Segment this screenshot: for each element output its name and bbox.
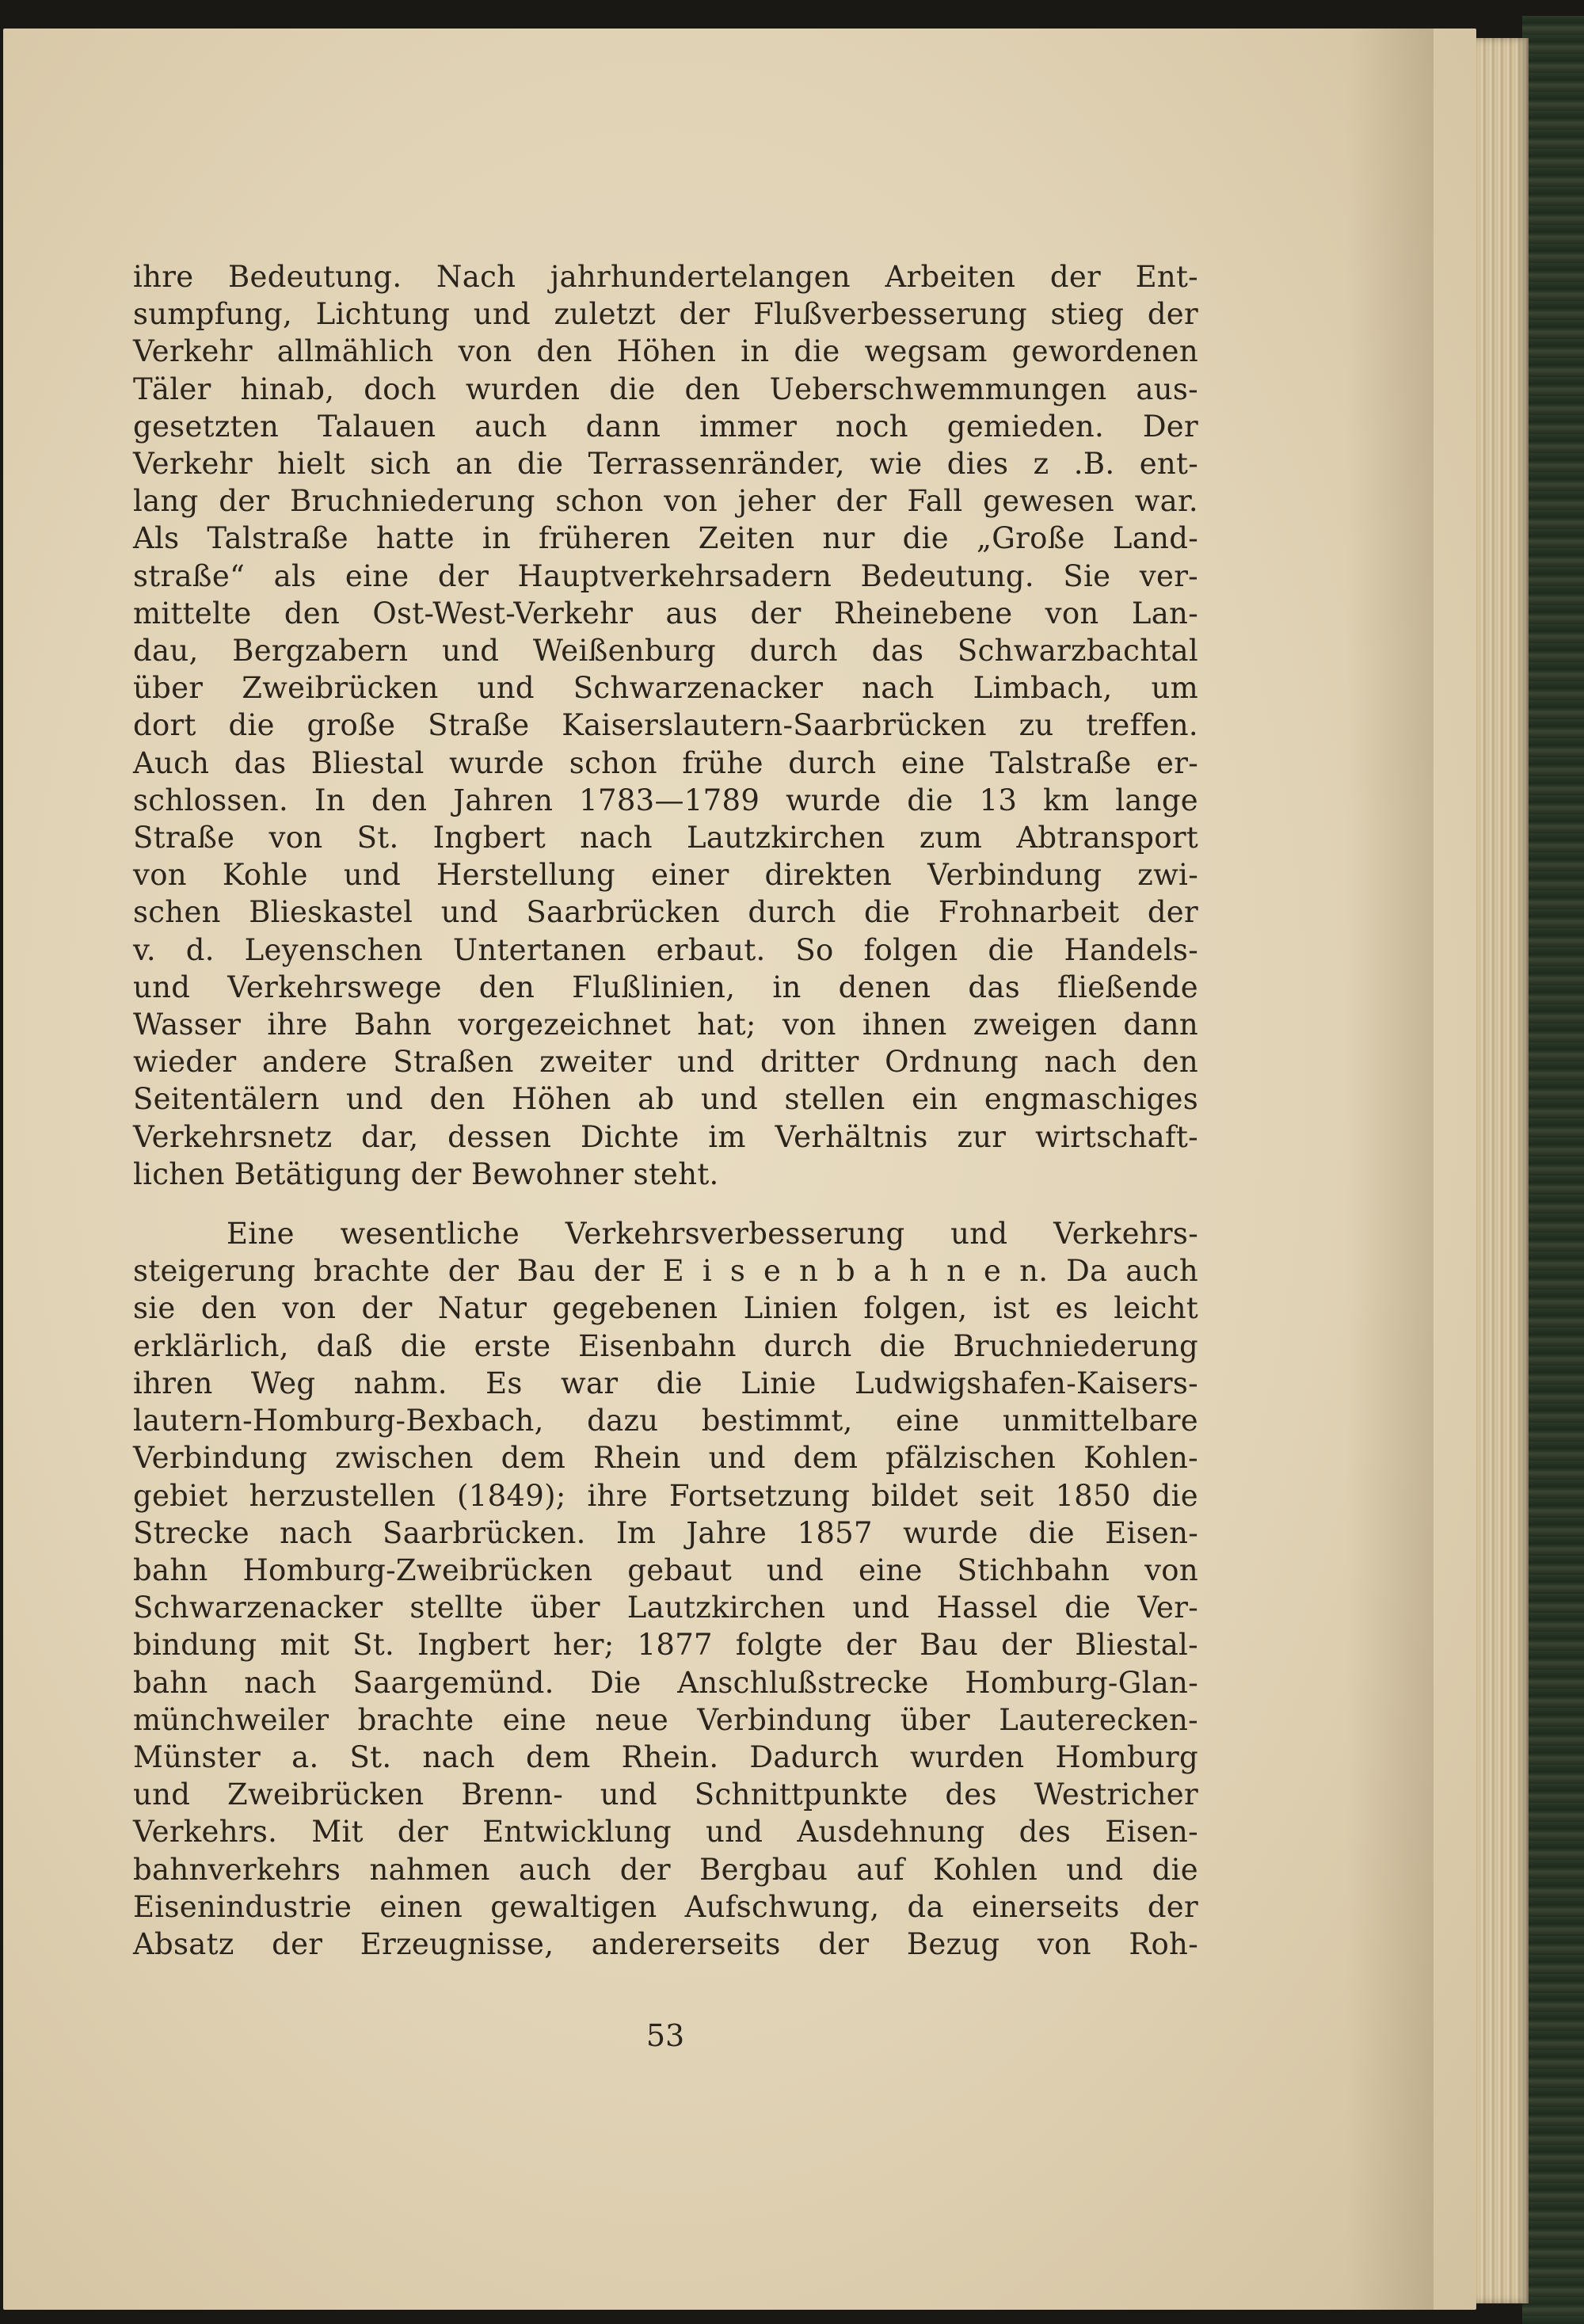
- text-line: bahn nach Saargemünd. Die Anschlußstrecke Homburg-Glan-: [133, 1665, 1198, 1700]
- text-line: steigerung brachte der Bau der E i s e n b a h n e n. Da auch: [133, 1254, 1198, 1289]
- text-line: Verkehrsnetz dar, dessen Dichte im Verhältnis zur wirtschaft-: [133, 1119, 1198, 1154]
- text-line: bindung mit St. Ingbert her; 1877 folgte der Bau der Bliestal-: [133, 1628, 1198, 1663]
- text-line: Täler hinab, doch wurden die den Ueberschwemmungen aus-: [133, 371, 1198, 406]
- text-line: und Zweibrücken Brenn- und Schnittpunkte des Westricher: [133, 1777, 1198, 1812]
- book-cover-edge: [1522, 16, 1584, 2324]
- text-line: Auch das Bliestal wurde schon frühe durch eine Talstraße er-: [133, 745, 1198, 780]
- text-line: Verkehrs. Mit der Entwicklung und Ausdehnung des Eisen-: [133, 1815, 1198, 1850]
- text-line: ihren Weg nahm. Es war die Linie Ludwigshafen-Kaisers-: [133, 1366, 1198, 1400]
- body-text: [133, 258, 1198, 1963]
- text-line: ihre Bedeutung. Nach jahrhundertelangen Arbeiten der Ent-: [133, 260, 1198, 294]
- text-line: und Verkehrswege den Flußlinien, in denen das fließende: [133, 970, 1198, 1004]
- text-line: von Kohle und Herstellung einer direkten Verbindung zwi-: [133, 858, 1198, 893]
- text-line: Als Talstraße hatte in früheren Zeiten nur die „Große Land-: [133, 521, 1198, 556]
- paragraph-2: [133, 1215, 1198, 1963]
- text-line: Eine wesentliche Verkehrsverbesserung und Verkehrs-: [227, 1217, 1198, 1252]
- text-line: lautern-Homburg-Bexbach, dazu bestimmt, eine unmittelbare: [133, 1404, 1198, 1438]
- text-line: dort die große Straße Kaiserslautern-Saarbrücken zu treffen.: [133, 708, 1198, 743]
- text-line: gesetzten Talauen auch dann immer noch gemieden. Der: [133, 409, 1198, 444]
- text-line: dau, Bergzabern und Weißenburg durch das Schwarzbachtal: [133, 634, 1198, 669]
- text-line: erklärlich, daß die erste Eisenbahn durch die Bruchniederung: [133, 1328, 1198, 1363]
- text-line: v. d. Leyenschen Untertanen erbaut. So folgen die Handels-: [133, 932, 1198, 967]
- text-line: schen Blieskastel und Saarbrücken durch die Frohnarbeit der: [133, 895, 1198, 930]
- page-shadow: [1346, 29, 1434, 2310]
- text-line: über Zweibrücken und Schwarzenacker nach Limbach, um: [133, 671, 1198, 706]
- text-line: Schwarzenacker stellte über Lautzkirchen und Hassel die Ver-: [133, 1591, 1198, 1625]
- text-line: sumpfung, Lichtung und zuletzt der Flußverbesserung stieg der: [133, 297, 1198, 332]
- text-line: lang der Bruchniederung schon von jeher der Fall gewesen war.: [133, 484, 1198, 519]
- text-line: gebiet herzustellen (1849); ihre Fortsetzung bildet seit 1850 die: [133, 1478, 1198, 1513]
- text-line: münchweiler brachte eine neue Verbindung über Lauterecken-: [133, 1702, 1198, 1737]
- text-line: Münster a. St. nach dem Rhein. Dadurch wurden Homburg: [133, 1739, 1198, 1774]
- text-line: Absatz der Erzeugnisse, andererseits der Bezug von Roh-: [133, 1926, 1198, 1961]
- text-line: bahnverkehrs nahmen auch der Bergbau auf Kohlen und die: [133, 1852, 1198, 1887]
- text-line: Straße von St. Ingbert nach Lautzkirchen zum Abtransport: [133, 821, 1198, 855]
- text-line: Verbindung zwischen dem Rhein und dem pfälzischen Kohlen-: [133, 1441, 1198, 1476]
- text-line: Seitentälern und den Höhen ab und stellen ein engmaschiges: [133, 1082, 1198, 1117]
- text-line: Verkehr allmählich von den Höhen in die wegsam gewordenen: [133, 334, 1198, 369]
- text-line: bahn Homburg-Zweibrücken gebaut und eine Stichbahn von: [133, 1553, 1198, 1587]
- paragraph-1: [133, 258, 1198, 1193]
- text-line: straße“ als eine der Hauptverkehrsadern Bedeutung. Sie ver-: [133, 558, 1198, 593]
- text-line: Wasser ihre Bahn vorgezeichnet hat; von ihnen zweigen dann: [133, 1008, 1198, 1042]
- text-line: sie den von der Natur gegebenen Linien folgen, ist es leicht: [133, 1291, 1198, 1326]
- text-line: Eisenindustrie einen gewaltigen Aufschwung, da einerseits der: [133, 1889, 1198, 1924]
- text-line: Strecke nach Saarbrücken. Im Jahre 1857 wurde die Eisen-: [133, 1515, 1198, 1550]
- text-line: lichen Betätigung der Bewohner steht.: [133, 1156, 719, 1191]
- text-line: wieder andere Straßen zweiter und dritter Ordnung nach den: [133, 1045, 1198, 1080]
- text-line: mittelte den Ost-West-Verkehr aus der Rheinebene von Lan-: [133, 596, 1198, 631]
- page-number: 53: [645, 2018, 685, 2053]
- text-line: Verkehr hielt sich an die Terrassenränder, wie dies z .B. ent-: [133, 447, 1198, 482]
- text-line: schlossen. In den Jahren 1783—1789 wurde die 13 km lange: [133, 783, 1198, 817]
